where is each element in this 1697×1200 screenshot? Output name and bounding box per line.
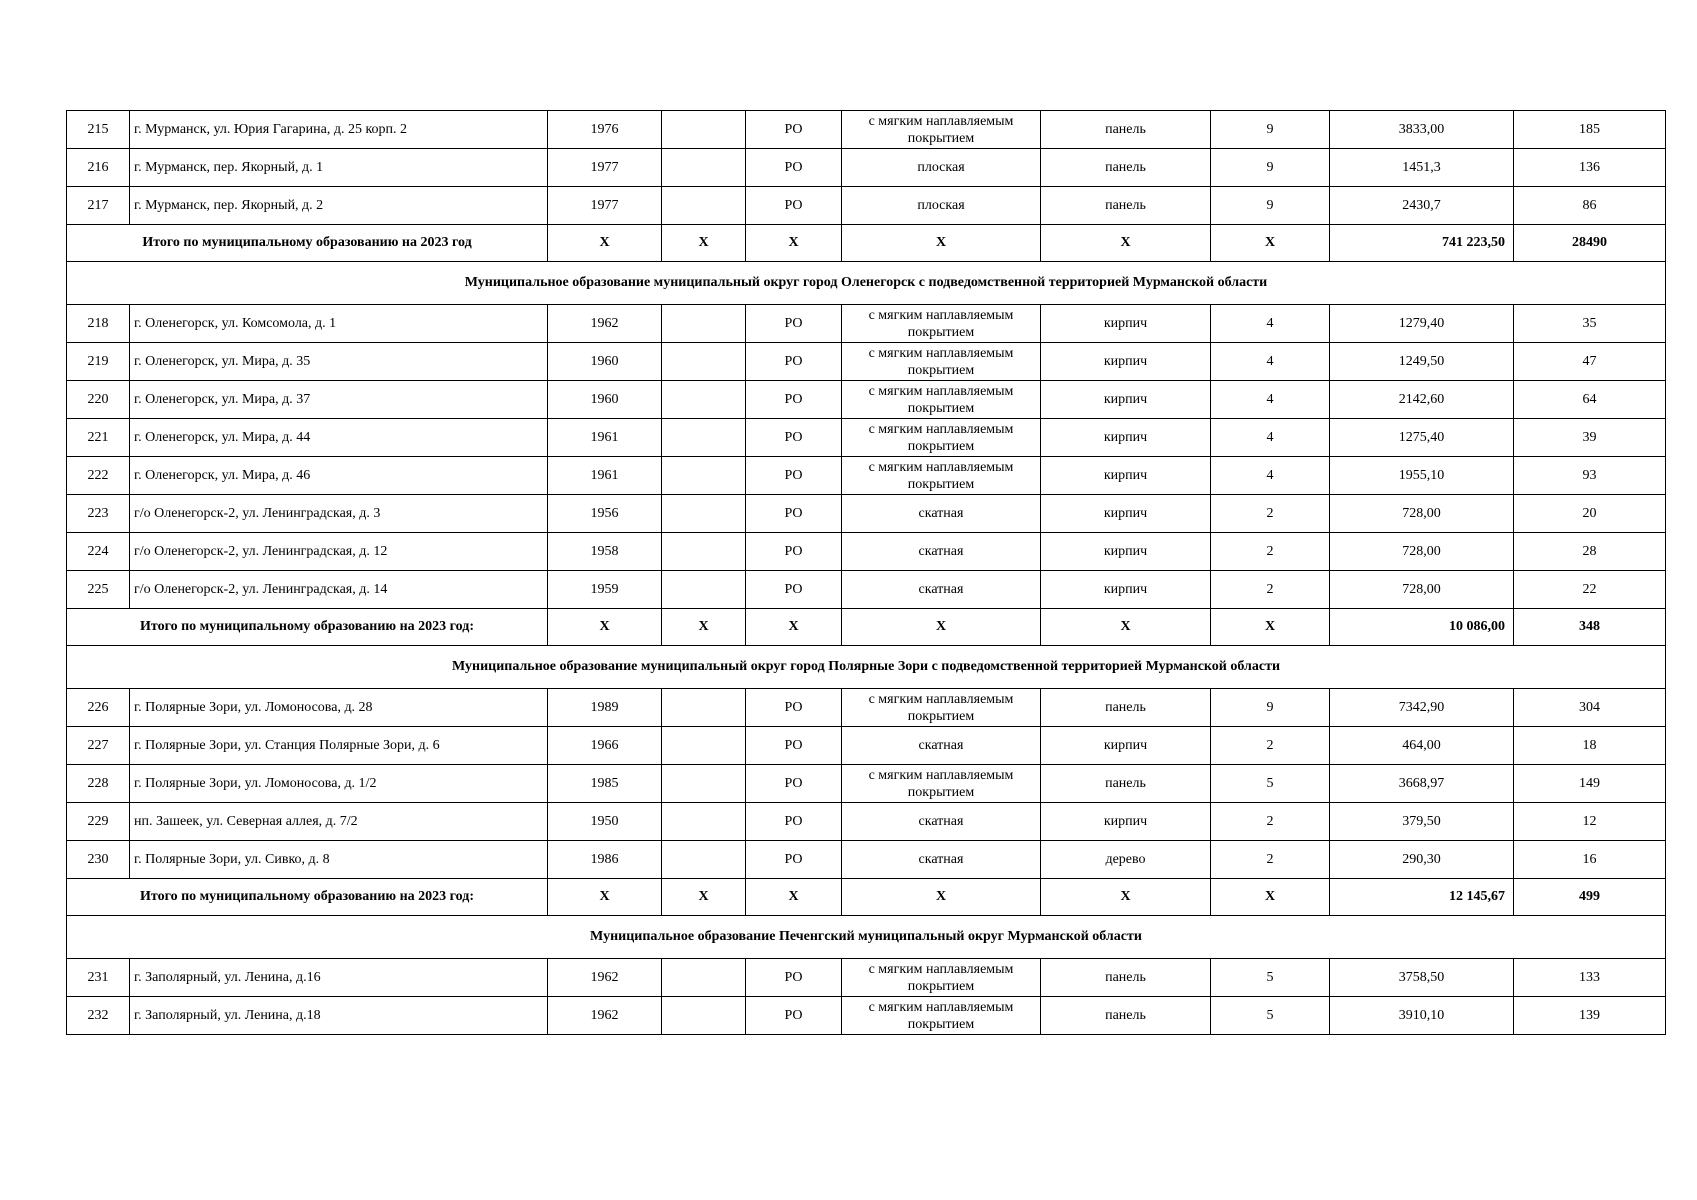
address-cell: г/о Оленегорск-2, ул. Ленинградская, д. 14 (130, 571, 548, 609)
residents-cell: 16 (1514, 841, 1666, 879)
table-row (67, 305, 1666, 343)
address-cell: г. Полярные Зори, ул. Ломоносова, д. 28 (130, 689, 548, 727)
floors-cell: 2 (1211, 495, 1330, 533)
area-cell: 728,00 (1330, 533, 1514, 571)
section-header-row (67, 916, 1666, 959)
x-mark-cell: X (842, 879, 1041, 916)
x-mark-cell: X (662, 225, 746, 262)
address-cell: г. Мурманск, пер. Якорный, д. 1 (130, 149, 548, 187)
year-cell: 1986 (548, 841, 662, 879)
area-cell: 464,00 (1330, 727, 1514, 765)
empty-cell (662, 495, 746, 533)
floors-cell: 2 (1211, 841, 1330, 879)
floors-cell: 4 (1211, 343, 1330, 381)
table-row (67, 381, 1666, 419)
floors-cell: 9 (1211, 111, 1330, 149)
owner-cell: РО (746, 727, 842, 765)
x-mark-cell: X (746, 225, 842, 262)
year-cell: 1985 (548, 765, 662, 803)
owner-cell: РО (746, 571, 842, 609)
x-mark-cell: X (548, 609, 662, 646)
year-cell: 1989 (548, 689, 662, 727)
year-cell: 1961 (548, 457, 662, 495)
residents-cell: 304 (1514, 689, 1666, 727)
row-number: 219 (67, 343, 130, 381)
residents-cell: 149 (1514, 765, 1666, 803)
total-row (67, 879, 1666, 916)
area-cell: 3910,10 (1330, 997, 1514, 1035)
area-cell: 1279,40 (1330, 305, 1514, 343)
wall-material-cell: панель (1041, 149, 1211, 187)
floors-cell: 5 (1211, 959, 1330, 997)
row-number: 220 (67, 381, 130, 419)
roof-type-cell: с мягким наплавляемым покрытием (842, 959, 1041, 997)
roof-type-cell: скатная (842, 495, 1041, 533)
area-cell: 728,00 (1330, 495, 1514, 533)
table-row (67, 997, 1666, 1035)
owner-cell: РО (746, 803, 842, 841)
floors-cell: 9 (1211, 187, 1330, 225)
empty-cell (662, 419, 746, 457)
floors-cell: 9 (1211, 689, 1330, 727)
table-row (67, 689, 1666, 727)
x-mark-cell: X (746, 879, 842, 916)
roof-type-cell: скатная (842, 533, 1041, 571)
row-number: 229 (67, 803, 130, 841)
section-title: Муниципальное образование муниципальный округ город Полярные Зори с подведомственной территорией Мурманской области (67, 646, 1666, 689)
row-number: 221 (67, 419, 130, 457)
floors-cell: 4 (1211, 381, 1330, 419)
row-number: 225 (67, 571, 130, 609)
address-cell: г/о Оленегорск-2, ул. Ленинградская, д. 12 (130, 533, 548, 571)
residents-cell: 20 (1514, 495, 1666, 533)
total-residents-cell: 348 (1514, 609, 1666, 646)
wall-material-cell: кирпич (1041, 533, 1211, 571)
address-cell: г. Оленегорск, ул. Мира, д. 35 (130, 343, 548, 381)
roof-type-cell: с мягким наплавляемым покрытием (842, 343, 1041, 381)
year-cell: 1956 (548, 495, 662, 533)
wall-material-cell: кирпич (1041, 419, 1211, 457)
total-area-cell: 10 086,00 (1330, 609, 1514, 646)
wall-material-cell: кирпич (1041, 571, 1211, 609)
address-cell: г. Полярные Зори, ул. Станция Полярные Зори, д. 6 (130, 727, 548, 765)
roof-type-cell: скатная (842, 727, 1041, 765)
year-cell: 1962 (548, 959, 662, 997)
roof-type-cell: с мягким наплавляемым покрытием (842, 111, 1041, 149)
roof-type-cell: с мягким наплавляемым покрытием (842, 765, 1041, 803)
wall-material-cell: кирпич (1041, 803, 1211, 841)
x-mark-cell: X (1041, 879, 1211, 916)
wall-material-cell: кирпич (1041, 305, 1211, 343)
empty-cell (662, 343, 746, 381)
roof-type-cell: с мягким наплавляемым покрытием (842, 457, 1041, 495)
owner-cell: РО (746, 381, 842, 419)
area-cell: 2142,60 (1330, 381, 1514, 419)
section-header-row (67, 262, 1666, 305)
row-number: 231 (67, 959, 130, 997)
residents-cell: 47 (1514, 343, 1666, 381)
area-cell: 3758,50 (1330, 959, 1514, 997)
owner-cell: РО (746, 533, 842, 571)
address-cell: г. Мурманск, ул. Юрия Гагарина, д. 25 корп. 2 (130, 111, 548, 149)
x-mark-cell: X (1211, 225, 1330, 262)
section-title: Муниципальное образование муниципальный округ город Оленегорск с подведомственной территорией Мурманской области (67, 262, 1666, 305)
address-cell: г. Оленегорск, ул. Мира, д. 44 (130, 419, 548, 457)
table-row (67, 187, 1666, 225)
year-cell: 1959 (548, 571, 662, 609)
empty-cell (662, 111, 746, 149)
x-mark-cell: X (548, 879, 662, 916)
empty-cell (662, 533, 746, 571)
empty-cell (662, 689, 746, 727)
empty-cell (662, 457, 746, 495)
floors-cell: 4 (1211, 305, 1330, 343)
wall-material-cell: панель (1041, 765, 1211, 803)
total-row (67, 609, 1666, 646)
year-cell: 1977 (548, 149, 662, 187)
year-cell: 1961 (548, 419, 662, 457)
total-label: Итого по муниципальному образованию на 2023 год: (67, 879, 548, 916)
table-row (67, 765, 1666, 803)
wall-material-cell: панель (1041, 997, 1211, 1035)
wall-material-cell: кирпич (1041, 343, 1211, 381)
total-label: Итого по муниципальному образованию на 2023 год (67, 225, 548, 262)
area-cell: 290,30 (1330, 841, 1514, 879)
section-header-row (67, 646, 1666, 689)
roof-type-cell: с мягким наплавляемым покрытием (842, 305, 1041, 343)
area-cell: 1275,40 (1330, 419, 1514, 457)
row-number: 215 (67, 111, 130, 149)
floors-cell: 5 (1211, 997, 1330, 1035)
floors-cell: 9 (1211, 149, 1330, 187)
empty-cell (662, 997, 746, 1035)
row-number: 232 (67, 997, 130, 1035)
empty-cell (662, 187, 746, 225)
year-cell: 1977 (548, 187, 662, 225)
total-area-cell: 12 145,67 (1330, 879, 1514, 916)
address-cell: г. Полярные Зори, ул. Сивко, д. 8 (130, 841, 548, 879)
address-cell: г. Оленегорск, ул. Комсомола, д. 1 (130, 305, 548, 343)
total-residents-cell: 499 (1514, 879, 1666, 916)
owner-cell: РО (746, 841, 842, 879)
wall-material-cell: дерево (1041, 841, 1211, 879)
owner-cell: РО (746, 689, 842, 727)
table-row (67, 727, 1666, 765)
x-mark-cell: X (662, 879, 746, 916)
owner-cell: РО (746, 111, 842, 149)
total-residents-cell: 28490 (1514, 225, 1666, 262)
roof-type-cell: плоская (842, 149, 1041, 187)
housing-register-table (66, 110, 1666, 1035)
row-number: 226 (67, 689, 130, 727)
area-cell: 7342,90 (1330, 689, 1514, 727)
wall-material-cell: панель (1041, 187, 1211, 225)
table-row (67, 111, 1666, 149)
row-number: 228 (67, 765, 130, 803)
area-cell: 1955,10 (1330, 457, 1514, 495)
x-mark-cell: X (1041, 225, 1211, 262)
area-cell: 1451,3 (1330, 149, 1514, 187)
address-cell: г. Полярные Зори, ул. Ломоносова, д. 1/2 (130, 765, 548, 803)
table-row (67, 803, 1666, 841)
row-number: 216 (67, 149, 130, 187)
wall-material-cell: панель (1041, 959, 1211, 997)
wall-material-cell: панель (1041, 689, 1211, 727)
empty-cell (662, 571, 746, 609)
residents-cell: 86 (1514, 187, 1666, 225)
wall-material-cell: кирпич (1041, 727, 1211, 765)
year-cell: 1950 (548, 803, 662, 841)
empty-cell (662, 765, 746, 803)
year-cell: 1976 (548, 111, 662, 149)
floors-cell: 4 (1211, 419, 1330, 457)
residents-cell: 64 (1514, 381, 1666, 419)
area-cell: 3833,00 (1330, 111, 1514, 149)
section-title: Муниципальное образование Печенгский муниципальный округ Мурманской области (67, 916, 1666, 959)
wall-material-cell: кирпич (1041, 381, 1211, 419)
roof-type-cell: с мягким наплавляемым покрытием (842, 689, 1041, 727)
residents-cell: 22 (1514, 571, 1666, 609)
area-cell: 1249,50 (1330, 343, 1514, 381)
residents-cell: 133 (1514, 959, 1666, 997)
residents-cell: 185 (1514, 111, 1666, 149)
residents-cell: 35 (1514, 305, 1666, 343)
roof-type-cell: скатная (842, 841, 1041, 879)
year-cell: 1960 (548, 343, 662, 381)
owner-cell: РО (746, 419, 842, 457)
wall-material-cell: панель (1041, 111, 1211, 149)
row-number: 227 (67, 727, 130, 765)
owner-cell: РО (746, 305, 842, 343)
owner-cell: РО (746, 343, 842, 381)
owner-cell: РО (746, 495, 842, 533)
area-cell: 2430,7 (1330, 187, 1514, 225)
row-number: 223 (67, 495, 130, 533)
floors-cell: 2 (1211, 533, 1330, 571)
address-cell: г. Заполярный, ул. Ленина, д.16 (130, 959, 548, 997)
table-row (67, 533, 1666, 571)
address-cell: нп. Зашеек, ул. Северная аллея, д. 7/2 (130, 803, 548, 841)
empty-cell (662, 841, 746, 879)
address-cell: г/о Оленегорск-2, ул. Ленинградская, д. 3 (130, 495, 548, 533)
floors-cell: 5 (1211, 765, 1330, 803)
owner-cell: РО (746, 187, 842, 225)
empty-cell (662, 381, 746, 419)
owner-cell: РО (746, 997, 842, 1035)
owner-cell: РО (746, 959, 842, 997)
empty-cell (662, 959, 746, 997)
roof-type-cell: скатная (842, 803, 1041, 841)
row-number: 217 (67, 187, 130, 225)
roof-type-cell: с мягким наплавляемым покрытием (842, 419, 1041, 457)
address-cell: г. Заполярный, ул. Ленина, д.18 (130, 997, 548, 1035)
area-cell: 728,00 (1330, 571, 1514, 609)
empty-cell (662, 803, 746, 841)
residents-cell: 39 (1514, 419, 1666, 457)
owner-cell: РО (746, 149, 842, 187)
total-area-cell: 741 223,50 (1330, 225, 1514, 262)
x-mark-cell: X (746, 609, 842, 646)
table-row (67, 495, 1666, 533)
row-number: 224 (67, 533, 130, 571)
x-mark-cell: X (548, 225, 662, 262)
floors-cell: 4 (1211, 457, 1330, 495)
year-cell: 1966 (548, 727, 662, 765)
x-mark-cell: X (662, 609, 746, 646)
floors-cell: 2 (1211, 803, 1330, 841)
address-cell: г. Оленегорск, ул. Мира, д. 37 (130, 381, 548, 419)
x-mark-cell: X (1211, 609, 1330, 646)
x-mark-cell: X (842, 609, 1041, 646)
floors-cell: 2 (1211, 571, 1330, 609)
residents-cell: 139 (1514, 997, 1666, 1035)
roof-type-cell: плоская (842, 187, 1041, 225)
empty-cell (662, 305, 746, 343)
year-cell: 1960 (548, 381, 662, 419)
total-row (67, 225, 1666, 262)
total-label: Итого по муниципальному образованию на 2023 год: (67, 609, 548, 646)
table-row (67, 571, 1666, 609)
wall-material-cell: кирпич (1041, 495, 1211, 533)
table-row (67, 149, 1666, 187)
year-cell: 1962 (548, 997, 662, 1035)
row-number: 222 (67, 457, 130, 495)
area-cell: 3668,97 (1330, 765, 1514, 803)
table-row (67, 419, 1666, 457)
residents-cell: 28 (1514, 533, 1666, 571)
year-cell: 1958 (548, 533, 662, 571)
area-cell: 379,50 (1330, 803, 1514, 841)
x-mark-cell: X (1211, 879, 1330, 916)
year-cell: 1962 (548, 305, 662, 343)
table-body (67, 111, 1666, 1035)
roof-type-cell: с мягким наплавляемым покрытием (842, 997, 1041, 1035)
row-number: 230 (67, 841, 130, 879)
x-mark-cell: X (1041, 609, 1211, 646)
residents-cell: 93 (1514, 457, 1666, 495)
empty-cell (662, 727, 746, 765)
roof-type-cell: скатная (842, 571, 1041, 609)
empty-cell (662, 149, 746, 187)
address-cell: г. Оленегорск, ул. Мира, д. 46 (130, 457, 548, 495)
table-row (67, 457, 1666, 495)
wall-material-cell: кирпич (1041, 457, 1211, 495)
residents-cell: 18 (1514, 727, 1666, 765)
roof-type-cell: с мягким наплавляемым покрытием (842, 381, 1041, 419)
residents-cell: 12 (1514, 803, 1666, 841)
floors-cell: 2 (1211, 727, 1330, 765)
table-row (67, 841, 1666, 879)
address-cell: г. Мурманск, пер. Якорный, д. 2 (130, 187, 548, 225)
x-mark-cell: X (842, 225, 1041, 262)
table-row (67, 959, 1666, 997)
table-row (67, 343, 1666, 381)
owner-cell: РО (746, 765, 842, 803)
owner-cell: РО (746, 457, 842, 495)
row-number: 218 (67, 305, 130, 343)
residents-cell: 136 (1514, 149, 1666, 187)
